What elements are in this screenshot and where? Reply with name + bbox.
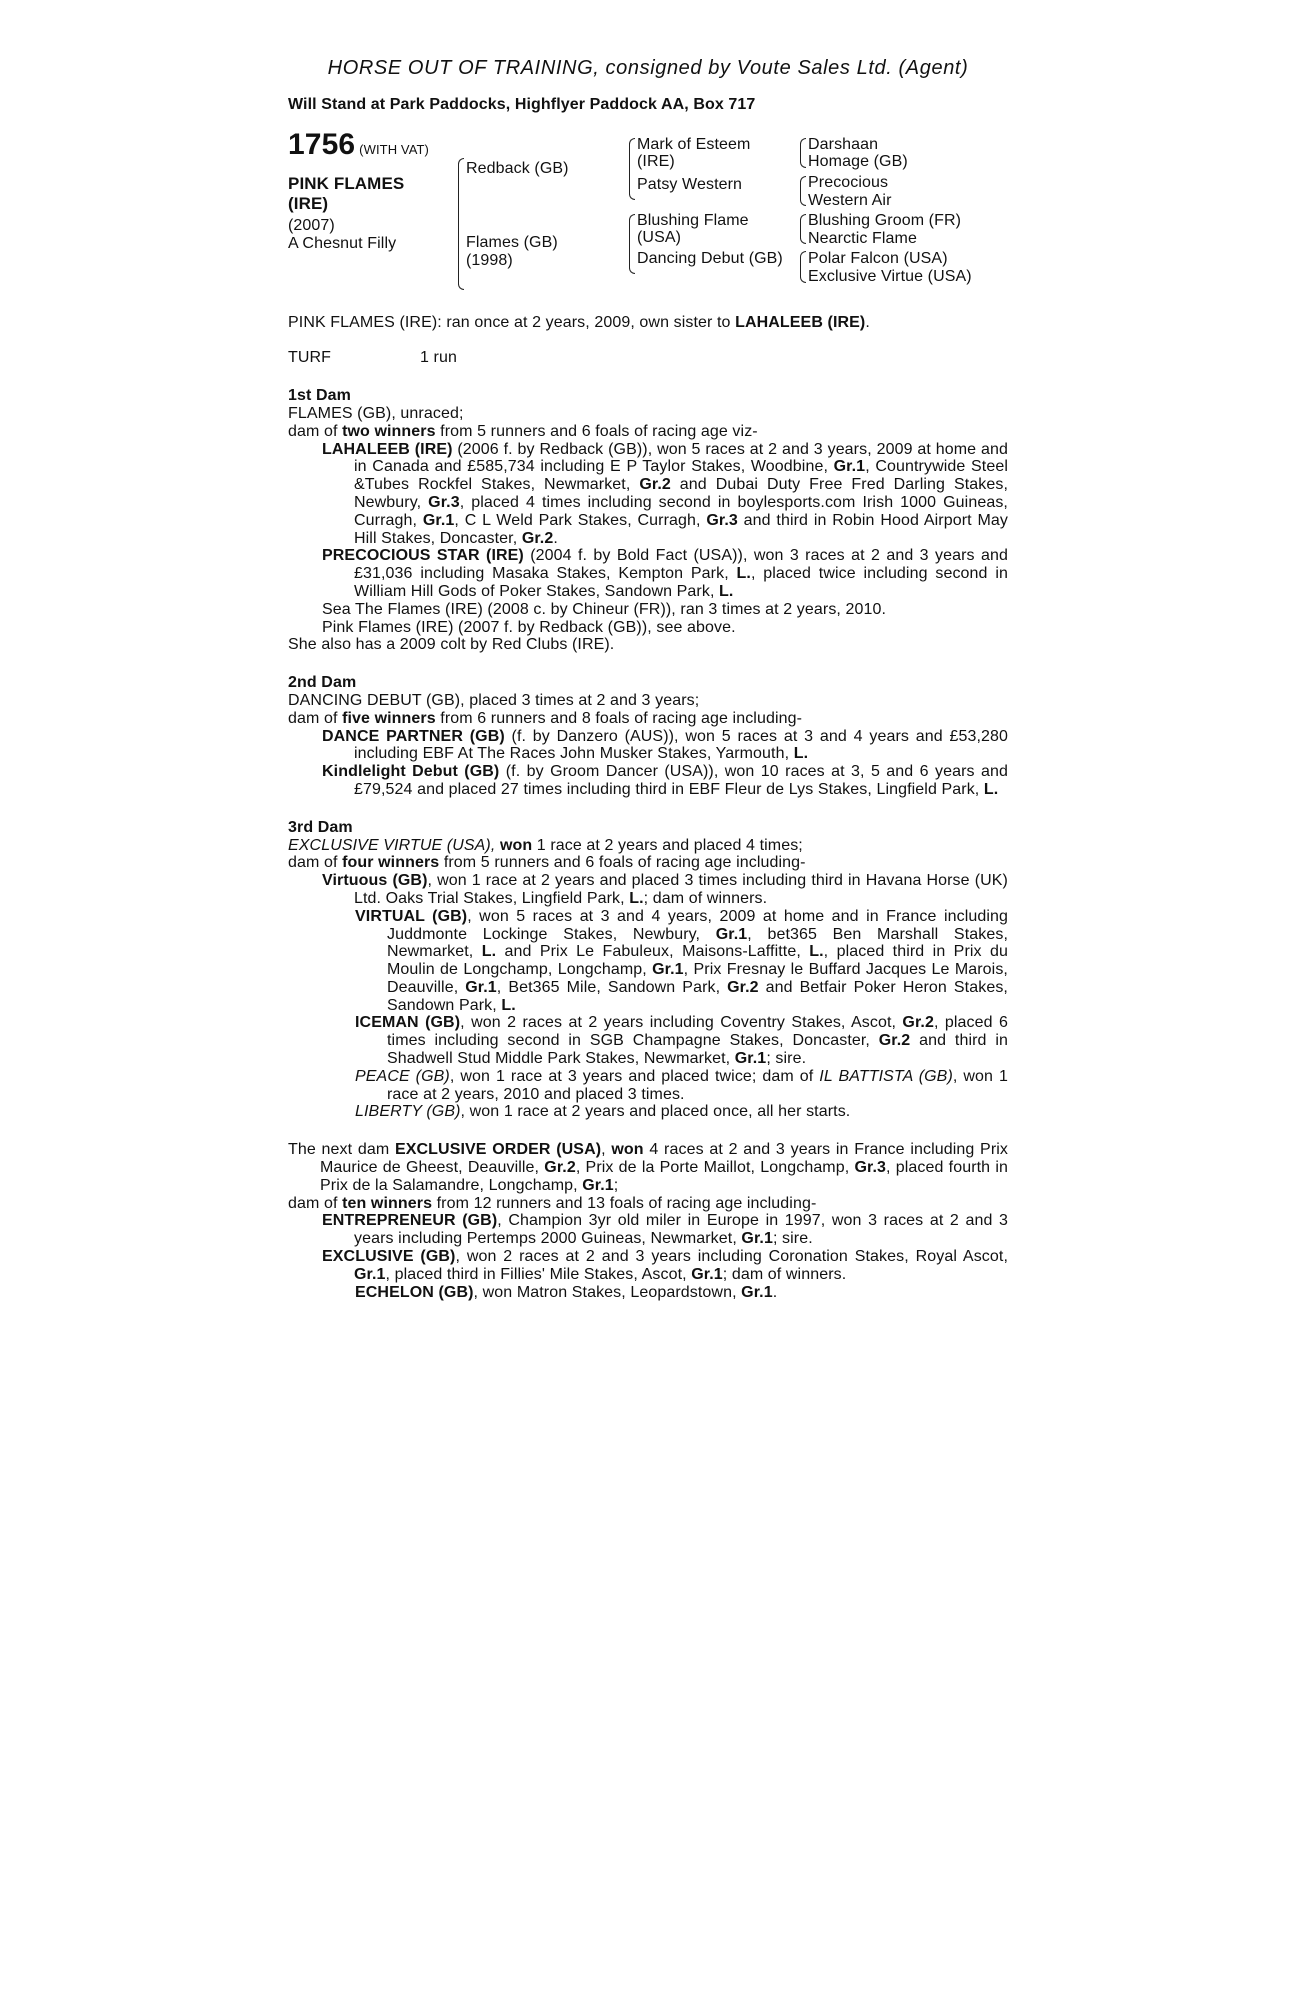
ssd: Homage (GB) (808, 152, 908, 170)
summary-end: . (865, 313, 870, 331)
t: and Prix Le Fabuleux, Maisons-Laffitte, (496, 943, 810, 961)
t: , won 1 race at 3 years and placed twice; dam of (449, 1067, 820, 1085)
produce-name: DANCE PARTNER (GB) (322, 727, 505, 745)
grade: Gr.3 (706, 511, 738, 529)
produce-name: LIBERTY (GB) (355, 1103, 461, 1121)
grade: Gr.1 (833, 458, 866, 476)
grade: Gr.2 (544, 1159, 576, 1177)
next-dam-line (288, 1141, 1008, 1194)
t: , (490, 836, 500, 854)
produce-pink-flames: Pink Flames (IRE) (2007 f. by Redback (GB)), see above. (322, 618, 736, 636)
t: ; sire. (766, 1050, 807, 1068)
t: , (601, 1141, 612, 1159)
t: , Bet365 Mile, Sandown Park, (496, 978, 728, 996)
grade: Gr.2 (878, 1032, 911, 1050)
turf-record (288, 349, 1008, 367)
grade: Gr.1 (741, 1283, 773, 1301)
t: dam of (288, 422, 343, 440)
t: . (772, 1283, 778, 1301)
t: (f. by Danzero (AUS)), won 5 races at 3 and 4 years and £53,280 including EBF At The Races John Musker Stakes, Yarmouth, (354, 727, 1008, 763)
t: and third in Shadwell Stud Middle Park Stakes, Newmarket, (387, 1032, 1008, 1068)
winners-count: two winners (342, 422, 436, 440)
stand-location: Will Stand at Park Paddocks, Highflyer Paddock AA, Box 717 (288, 95, 756, 113)
produce-name: VIRTUAL (GB) (355, 907, 468, 925)
grade: Gr.1 (422, 511, 455, 529)
t: , won 2 races at 2 years including Coventry Stakes, Ascot, (460, 1014, 903, 1032)
sire-sire-line2: (IRE) (637, 153, 675, 171)
produce-name: EXCLUSIVE (GB) (322, 1248, 456, 1266)
dam-dam: Dancing Debut (GB) (637, 249, 783, 267)
t: , won 1 race at 2 years, 2010 and placed 3 times. (387, 1067, 1008, 1103)
lot-header (288, 127, 429, 161)
race-summary (288, 314, 1008, 332)
t: 1 race at 2 years and placed 4 times; (532, 836, 803, 854)
t: , placed third in Fillies' Mile Stakes, Ascot, (385, 1265, 692, 1283)
winners-count: ten winners (342, 1194, 433, 1212)
next-dam-section (288, 1141, 1008, 1301)
second-dam-heading: 2nd Dam (288, 674, 357, 692)
sire: Redback (GB) (466, 159, 569, 177)
brace-gen2-dam (629, 214, 635, 274)
winners-count: five winners (342, 709, 436, 727)
first-dam-heading: 1st Dam (288, 387, 351, 405)
grade: L. (629, 889, 644, 907)
grade: Gr.1 (741, 1230, 773, 1248)
catalogue-entry (288, 57, 1009, 1301)
t: . (553, 529, 558, 547)
t: , won 2 races at 2 and 3 years including Coronation Stakes, Royal Ascot, (455, 1248, 1008, 1266)
grade: Gr.2 (639, 476, 671, 494)
next-dam-line2 (288, 1195, 1008, 1213)
sire-sire (637, 136, 750, 172)
vat-note: (WITH VAT) (359, 141, 429, 157)
produce-sea-the-flames: Sea The Flames (IRE) (2008 c. by Chineur (FR)), ran 3 times at 2 years, 2010. (322, 600, 887, 618)
brace-gen3-c (800, 214, 806, 244)
turf-label: TURF (288, 349, 332, 367)
t: , Prix Fresnay le Buffard Jacques Le Marois, Deauville, (387, 961, 1008, 996)
t: from 12 runners and 13 foals of racing age including- (432, 1194, 817, 1212)
grade: Gr.1 (582, 1176, 614, 1194)
t: (2004 f. by Bold Fact (USA)), won 3 races at 2 and 3 years and £31,036 including Masaka Stakes, Kempton Park, (354, 547, 1008, 583)
t: , placed 4 times including second in boylesports.com Irish 1000 Guineas, Curragh, (354, 493, 1008, 529)
dam-name: EXCLUSIVE VIRTUE (USA) (288, 836, 491, 854)
t: , C L Weld Park Stakes, Curragh, (454, 511, 707, 529)
produce-iceman (288, 1014, 1008, 1067)
t: , Countrywide Steel &Tubes Rockfel Stakes, Newmarket, (354, 458, 1008, 494)
produce-kindlelight-debut (288, 763, 1008, 799)
horse-name-line1: PINK FLAMES (288, 173, 405, 193)
produce-virtuous (288, 872, 1008, 908)
grade: Gr.2 (902, 1014, 934, 1032)
grade: Gr.2 (727, 978, 759, 996)
summary-sibling: LAHALEEB (IRE) (735, 313, 866, 331)
turf-value: 1 run (420, 349, 457, 367)
t: , won 1 race at 2 years and placed 3 times including third in Havana Horse (UK) Ltd. Oaks Trial Stakes, Lingfield Park, (354, 872, 1008, 907)
t: dam of (288, 854, 343, 872)
sss: Darshaan (808, 135, 879, 153)
t: (2006 f. by Redback (GB)), won 5 races at 2 and 3 years, 2009 at home and in Canada and £585,734 including E P Taylor Stakes, Woodbine, (354, 440, 1008, 476)
produce-echelon (288, 1284, 1008, 1302)
produce-name: PEACE (GB) (355, 1067, 450, 1085)
produce-virtual (288, 908, 1008, 1015)
ddd: Exclusive Virtue (USA) (808, 267, 972, 285)
brace-gen3-d (800, 251, 806, 283)
t: (f. by Groom Dancer (USA)), won 10 races at 3, 5 and 6 years and £79,524 and placed 27 times including third in EBF Fleur de Lys Stakes, Lingfield Park, (354, 763, 1009, 798)
first-dam-section (288, 387, 1008, 654)
horse-description: A Chesnut Filly (288, 234, 397, 252)
t: and Dubai Duty Free Fred Darling Stakes, Newbury, (354, 476, 1008, 511)
third-dam-line1 (288, 837, 1008, 855)
produce-name: ICEMAN (GB) (355, 1014, 461, 1032)
dam-sire-line2: (USA) (637, 229, 682, 247)
grade: Gr.3 (428, 493, 460, 511)
t: won (499, 836, 533, 854)
grade: L. (501, 996, 516, 1014)
t: , bet365 Ben Marshall Stakes, Newmarket, (387, 925, 1008, 961)
grade: L. (719, 582, 734, 600)
grade: Gr.1 (734, 1050, 767, 1068)
t: The next dam (288, 1141, 395, 1159)
t: , placed 6 times including second in SGB Champagne Stakes, Doncaster, (387, 1014, 1008, 1050)
sdd: Western Air (808, 191, 892, 209)
produce-name: PRECOCIOUS STAR (IRE) (322, 547, 524, 565)
third-dam-heading: 3rd Dam (288, 818, 353, 836)
grade: L. (736, 565, 751, 583)
grade: L. (793, 745, 809, 763)
produce-liberty (288, 1103, 1008, 1121)
produce-name: ECHELON (GB) (355, 1283, 474, 1301)
t: , won 5 races at 3 and 4 years, 2009 at home and in France including Juddmonte Lockinge Stakes, Newbury, (387, 907, 1008, 943)
t: , placed twice including second in William Hill Gods of Poker Stakes, Sandown Park, (354, 565, 1008, 600)
t: ; dam of winners. (643, 889, 768, 907)
t: ; sire. (772, 1230, 813, 1248)
dsd: Nearctic Flame (808, 229, 917, 247)
t: from 5 runners and 6 foals of racing age viz- (435, 422, 758, 440)
second-dam-section (288, 674, 1008, 799)
brace-gen1 (458, 158, 464, 290)
t: and third in Robin Hood Airport May Hill Stakes, Doncaster, (354, 511, 1008, 547)
first-dam-line2 (288, 423, 1008, 441)
winners-count: four winners (342, 854, 440, 872)
t: 4 races at 2 and 3 years in France including Prix Maurice de Gheest, Deauville, (320, 1141, 1009, 1177)
dds: Polar Falcon (USA) (808, 249, 948, 267)
grade: L. (809, 943, 824, 961)
produce-name: ENTREPRENEUR (GB) (322, 1212, 498, 1230)
t: ; (613, 1176, 619, 1194)
dam-sire-line1: Blushing Flame (637, 211, 749, 229)
dam-name: EXCLUSIVE ORDER (USA) (394, 1141, 602, 1159)
produce-dance-partner (288, 728, 1008, 764)
t: from 5 runners and 6 foals of racing age including- (439, 854, 806, 872)
t: won (611, 1141, 644, 1159)
foaling-year: (2007) (288, 216, 335, 234)
t: , Prix de la Porte Maillot, Longchamp, (575, 1159, 855, 1177)
lot-number: 1756 (288, 127, 356, 161)
t: , placed third in Prix du Moulin de Longchamp, Longchamp, (387, 943, 1008, 979)
grade: Gr.3 (854, 1159, 887, 1177)
sire-dam: Patsy Western (637, 175, 743, 193)
brace-gen3-b (800, 176, 806, 206)
t: dam of (288, 1194, 343, 1212)
produce-name: Virtuous (GB) (322, 872, 428, 890)
third-dam-line2 (288, 854, 1008, 872)
grade: Gr.1 (354, 1265, 386, 1283)
t: and Betfair Poker Heron Stakes, Sandown Park, (387, 978, 1008, 1014)
grade: Gr.1 (691, 1265, 723, 1283)
pedigree-block (288, 127, 1008, 302)
consignor-header: HORSE OUT OF TRAINING, consigned by Voute Sales Ltd. (Agent) (327, 57, 969, 79)
grade: L. (481, 943, 497, 961)
second-dam-line2 (288, 710, 1008, 728)
dss: Blushing Groom (FR) (808, 211, 962, 229)
first-dam-line1: FLAMES (GB), unraced; (288, 404, 464, 422)
horse-name-line2: (IRE) (288, 193, 329, 213)
horse-name (288, 174, 404, 214)
grade: Gr.1 (652, 961, 684, 979)
brace-gen2-sire (629, 138, 635, 200)
produce-precocious-star (288, 547, 1008, 600)
t: dam of (288, 709, 343, 727)
t: , won Matron Stakes, Leopardstown, (473, 1283, 742, 1301)
t: , placed fourth in Prix de la Salamandre, Longchamp, (320, 1159, 1008, 1194)
t: from 6 runners and 8 foals of racing age including- (435, 709, 803, 727)
produce-name: Kindlelight Debut (GB) (322, 763, 500, 781)
produce-name: LAHALEEB (IRE) (322, 440, 453, 458)
sire-sire-line1: Mark of Esteem (637, 135, 751, 153)
grade: L. (983, 780, 999, 798)
third-dam-section (288, 819, 1008, 1122)
summary-text: PINK FLAMES (IRE): ran once at 2 years, 2009, own sister to (288, 313, 736, 331)
dam-sire (637, 212, 749, 248)
dam: Flames (GB) (466, 233, 558, 251)
produce-note: She also has a 2009 colt by Red Clubs (IRE). (288, 636, 615, 654)
second-dam-line1: DANCING DEBUT (GB), placed 3 times at 2 and 3 years; (288, 691, 700, 709)
t: ; dam of winners. (722, 1265, 847, 1283)
sds: Precocious (808, 173, 889, 191)
t: , won 1 race at 2 years and placed once, all her starts. (460, 1103, 851, 1121)
grade: Gr.2 (521, 529, 554, 547)
produce-name: IL BATTISTA (GB) (819, 1067, 953, 1085)
produce-exclusive (288, 1248, 1008, 1284)
produce-entrepreneur (288, 1212, 1008, 1248)
produce-peace (288, 1068, 1008, 1104)
t: , Champion 3yr old miler in Europe in 1997, won 3 races at 2 and 3 years including Pertemps 2000 Guineas, Newmarket, (354, 1212, 1009, 1248)
produce-lahaleeb (288, 441, 1008, 548)
grade: Gr.1 (715, 925, 748, 943)
grade: Gr.1 (465, 978, 497, 996)
dam-year: (1998) (466, 251, 513, 269)
brace-gen3-a (800, 138, 806, 168)
